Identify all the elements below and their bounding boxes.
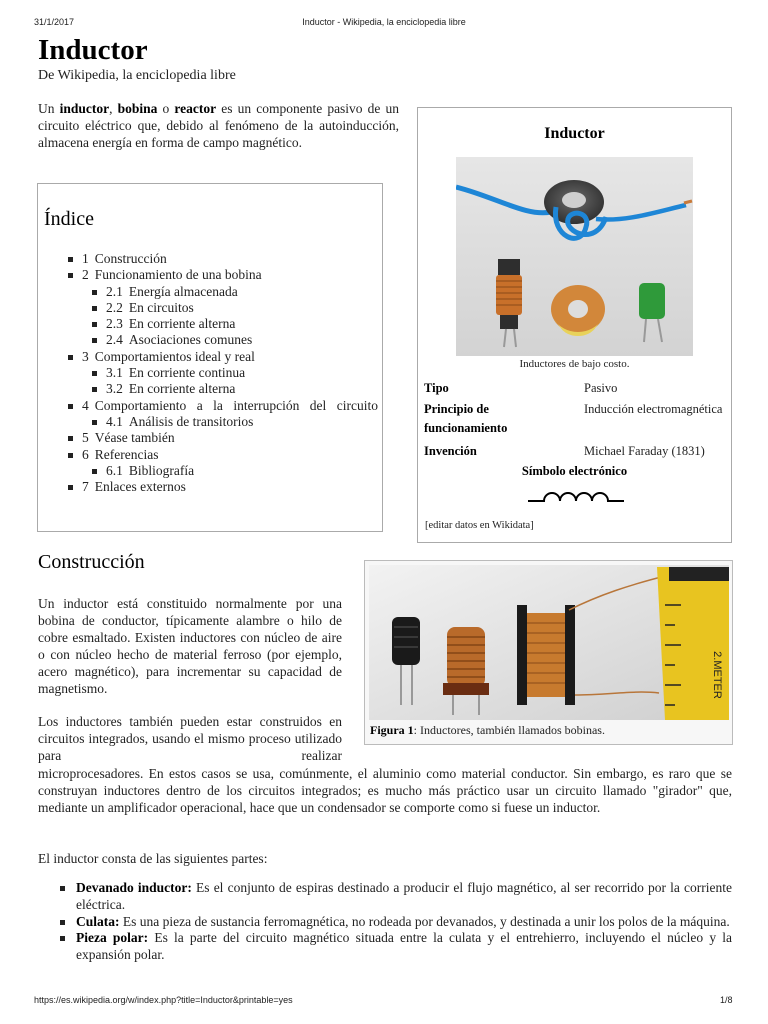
toc-num: 5 bbox=[82, 430, 89, 446]
toc-label: Véase también bbox=[94, 430, 175, 446]
toc-label: Referencias bbox=[94, 446, 159, 462]
toc-label: Enlaces externos bbox=[94, 479, 186, 495]
row-value: Pasivo bbox=[584, 381, 618, 395]
toc-num: 3 bbox=[82, 348, 89, 364]
list-item bbox=[58, 880, 732, 914]
toc-label: En corriente continua bbox=[128, 365, 246, 381]
page-title: Inductor bbox=[38, 34, 148, 66]
toc-item-alterna[interactable] bbox=[92, 316, 378, 332]
list-item bbox=[58, 930, 732, 964]
toc-num: 2 bbox=[82, 267, 89, 283]
toc-heading: Índice bbox=[44, 208, 94, 230]
toc-num: 4 bbox=[82, 397, 89, 413]
toc-item-asociaciones[interactable] bbox=[92, 332, 378, 348]
figure-1-photo bbox=[369, 565, 729, 720]
toc-item-transitorios[interactable] bbox=[92, 414, 378, 430]
figure-1 bbox=[364, 560, 733, 745]
toc-label: Construcción bbox=[94, 251, 167, 266]
toc-item-funcionamiento[interactable] bbox=[68, 267, 378, 283]
term-inductor: inductor bbox=[59, 101, 110, 116]
toc-item-comportamientos[interactable] bbox=[68, 349, 378, 365]
toc-num: 4.1 bbox=[106, 413, 123, 429]
section-heading-construccion: Construcción bbox=[38, 551, 145, 573]
figure-caption-text: : Inductores, también llamados bobinas. bbox=[413, 723, 605, 737]
part-desc: Es el conjunto de espiras destinado a producir el flujo magnético, al ser recorrido por la corriente eléctrica. bbox=[76, 880, 732, 912]
toc-list bbox=[68, 251, 378, 495]
infobox-title: Inductor bbox=[544, 125, 605, 142]
toc-label: En corriente alterna bbox=[128, 316, 236, 332]
toc-num: 6.1 bbox=[106, 462, 123, 478]
row-label: Invención bbox=[424, 444, 477, 458]
toc-num: 2.2 bbox=[106, 299, 123, 315]
toc-label: En corriente alterna bbox=[128, 381, 236, 397]
intro-text: o bbox=[157, 101, 175, 116]
intro-text: , bbox=[109, 101, 118, 116]
part-desc: Es la parte del circuito magnético situada entre la culata y el entrehierro, incluyendo el núcleo y la expansión polar. bbox=[76, 930, 732, 963]
row-value[interactable]: Inducción electromagnética bbox=[584, 402, 723, 416]
toc-item-bibliografia[interactable] bbox=[92, 463, 378, 479]
intro-text: es un componente pasivo de un circuito eléctrico que, debido al fenómeno de la autoinducción, almacena energía en forma de campo magnético. bbox=[38, 101, 400, 150]
toc-item-referencias[interactable] bbox=[68, 447, 378, 463]
toc-item-enlaces[interactable] bbox=[68, 479, 378, 495]
toc-num: 1 bbox=[82, 251, 89, 266]
toc-label: Asociaciones comunes bbox=[128, 332, 253, 348]
row-label: Principio de funcionamiento bbox=[424, 402, 508, 435]
toc-label: Comportamientos ideal y real bbox=[94, 348, 255, 364]
term-bobina: bobina bbox=[117, 101, 158, 116]
infobox bbox=[417, 107, 732, 543]
page-subtitle: De Wikipedia, la enciclopedia libre bbox=[38, 68, 236, 83]
part-desc: Es una pieza de sustancia ferromagnética, no rodeada por devanados, y destinada a unir los polos de la máquina. bbox=[119, 913, 730, 929]
toc-item-circuitos[interactable] bbox=[92, 300, 378, 316]
parts-list bbox=[58, 880, 732, 964]
toc-item-energia[interactable] bbox=[92, 284, 378, 300]
wikidata-link[interactable]: [editar datos en Wikidata] bbox=[425, 520, 534, 531]
toc-label: Comportamiento a la interrupción del circuito bbox=[94, 397, 378, 413]
figure-label: Figura 1 bbox=[370, 723, 414, 737]
part-term: Devanado inductor: bbox=[76, 880, 192, 895]
print-date: 31/1/2017 bbox=[34, 17, 75, 27]
toc-item-construccion[interactable] bbox=[68, 251, 378, 267]
toc-num: 2.1 bbox=[106, 283, 123, 299]
infobox-caption: Inductores de bajo costo. bbox=[519, 358, 630, 370]
toc-item-continua[interactable] bbox=[92, 365, 378, 381]
toc-num: 3.1 bbox=[106, 365, 123, 381]
parts-intro: El inductor consta de las siguientes partes: bbox=[38, 851, 268, 866]
toc-label: Energía almacenada bbox=[128, 283, 238, 299]
part-term: Culata: bbox=[76, 913, 120, 929]
intro-text: Un bbox=[38, 101, 60, 116]
print-title: Inductor - Wikipedia, la enciclopedia libre bbox=[302, 17, 466, 27]
toc-num: 7 bbox=[82, 479, 89, 495]
print-page-number: 1/8 bbox=[720, 995, 733, 1005]
toc-label: En circuitos bbox=[128, 299, 194, 315]
toc-num: 6 bbox=[82, 446, 89, 462]
construccion-paragraph-2-start: Los inductores también pueden estar construidos en circuitos integrados, usando el mismo proceso utilizado para realizar bbox=[38, 714, 342, 763]
toc-num: 2.4 bbox=[106, 332, 123, 348]
ruler-label: 2.METER bbox=[711, 651, 723, 699]
inductor-symbol-icon bbox=[526, 486, 626, 506]
toc-item-interrupcion[interactable] bbox=[68, 398, 378, 414]
construccion-paragraph-1: Un inductor está constituido normalmente por una bobina de conductor, típicamente alambre o hilo de cobre esmaltado. Existen inductores con núcleo de aire o con núcleo hecho de material ferroso (por ejemplo, acero magnético), para incrementar su capacidad de magnetismo. bbox=[38, 596, 342, 696]
toc-label: Análisis de transitorios bbox=[128, 413, 254, 429]
toc-num: 3.2 bbox=[106, 381, 123, 397]
toc-item-alterna-2[interactable] bbox=[92, 381, 378, 397]
term-reactor: reactor bbox=[174, 101, 217, 116]
toc-item-vease[interactable] bbox=[68, 430, 378, 446]
construccion-paragraph-2-cont: microprocesadores. En estos casos se usa, comúnmente, el aluminio como material conductor. Sin embargo, es raro que se construyan inductores dentro de los circuitos integrados; es mucho más práctico usar un circuito llamado "girador" que, mediante un amplificador operacional, hace que un condensador se comporte como si fuese un inductor. bbox=[38, 766, 732, 815]
print-url: https://es.wikipedia.org/w/index.php?title=Inductor&printable=yes bbox=[34, 995, 293, 1005]
symbol-label: Símbolo electrónico bbox=[521, 464, 628, 478]
row-value[interactable]: Michael Faraday (1831) bbox=[584, 444, 705, 458]
row-label: Tipo bbox=[424, 381, 449, 395]
part-term: Pieza polar: bbox=[76, 930, 149, 946]
toc-label: Funcionamiento de una bobina bbox=[94, 267, 262, 283]
toc-label: Bibliografía bbox=[128, 462, 195, 478]
intro-paragraph bbox=[38, 100, 399, 151]
inductors-photo bbox=[456, 157, 693, 356]
figure-caption bbox=[370, 723, 605, 738]
table-of-contents bbox=[37, 183, 383, 532]
list-item bbox=[58, 914, 732, 931]
toc-num: 2.3 bbox=[106, 316, 123, 332]
